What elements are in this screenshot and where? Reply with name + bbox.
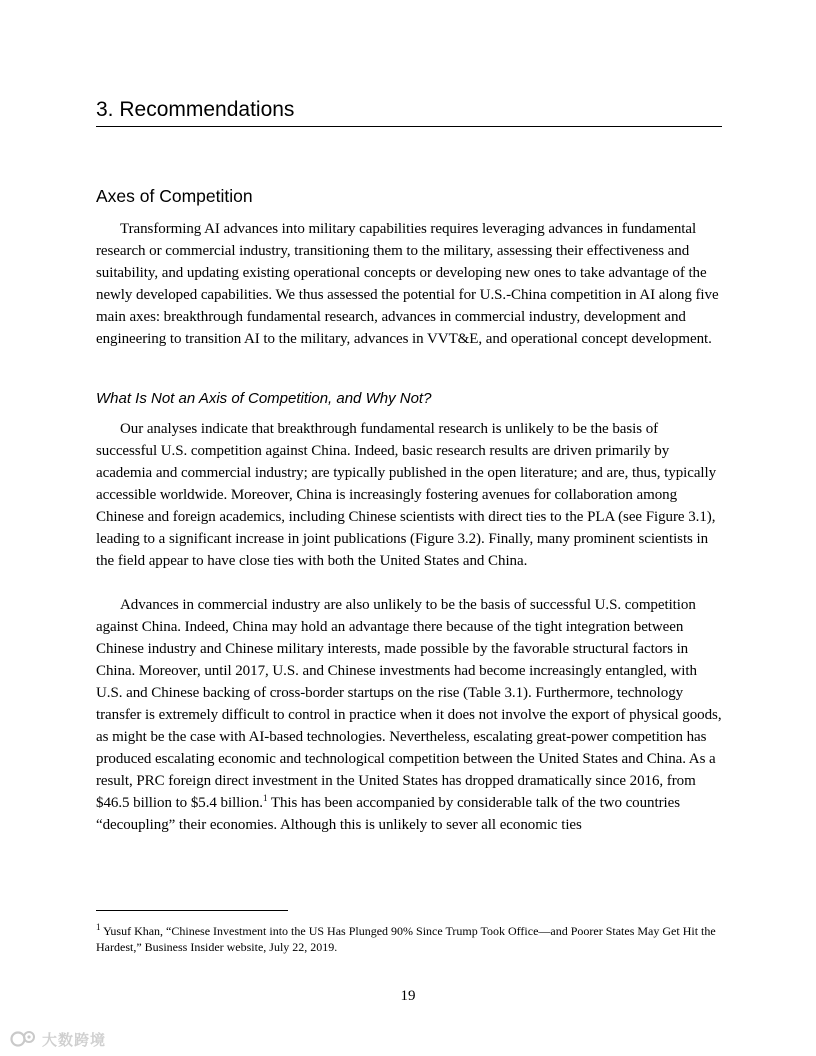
footnote-separator — [96, 910, 288, 911]
ds-logo-icon — [10, 1030, 38, 1048]
chapter-title-rule — [96, 126, 722, 127]
page-number: 19 — [400, 988, 416, 1004]
paragraph-text: Advances in commercial industry are also unlikely to be the basis of successful U.S. competition against China. Indeed, China may hold an advantage there because of the tight integration between Chinese industry and Chinese military interests, made possible by the favorable structural factors in China. Moreover, until 2017, U.S. and Chinese investments had become increasingly entangled, with U.S. and Chinese backing of cross-border startups on the rise (Table 3.1). Furthermore, technology transfer is extremely difficult to control in practice when it does not involve the export of physical goods, as might be the case with AI-based technologies. Nevertheless, escalating great-power competition has produced escalating economic and technological competition between the United States and China. As a result, PRC foreign direct investment in the United States has dropped dramatically since 2016, from $46.5 billion to $5.4 billion. — [96, 597, 722, 811]
subsection-paragraph-1: Our analyses indicate that breakthrough fundamental research is unlikely to be the basis of successful U.S. competition against China. Indeed, basic research results are driven primarily by academia and commercial industry; are typically published in the open literature; and are, thus, typically accessible worldwide. Moreover, China is increasingly fostering avenues for collaboration among Chinese and foreign academics, including Chinese scientists with direct ties to the PLA (see Figure 3.1), leading to a significant increase in joint publications (Figure 3.2). Finally, many prominent scientists in the field appear to have close ties with both the United States and China. — [96, 421, 717, 569]
watermark — [10, 1029, 106, 1049]
subsection-paragraph-2 — [96, 594, 722, 836]
watermark-text: 大数跨境 — [42, 1030, 107, 1049]
footnote-reference[interactable]: 1 — [262, 793, 268, 803]
footnote-number: 1 — [96, 922, 101, 932]
chapter-title: 3. Recommendations — [96, 98, 295, 121]
subsection-heading: What Is Not an Axis of Competition, and Why Not? — [96, 390, 432, 407]
section-paragraph: Transforming AI advances into military capabilities requires leveraging advances in fundamental research or commercial industry, transitioning them to the military, assessing their effectiveness and suitability, and updating existing operational concepts or developing new ones to take advantage of the newly developed capabilities. We thus assessed the potential for U.S.-China competition in AI along five main axes: breakthrough fundamental research, advances in commercial industry, development and engineering to transition AI to the military, advances in VVT&E, and operational concept development. — [96, 221, 719, 347]
footnote — [96, 923, 722, 955]
paragraph-text-continued: This has been accompanied by considerable talk of the two countries “decoupling” their economies. Although this is unlikely to sever all economic ties — [96, 795, 681, 833]
section-heading: Axes of Competition — [96, 186, 253, 206]
footnote-text: Yusuf Khan, “Chinese Investment into the US Has Plunged 90% Since Trump Took Office—and Poorer States May Get Hit the Hardest,” Business Insider website, July 22, 2019. — [96, 924, 716, 954]
